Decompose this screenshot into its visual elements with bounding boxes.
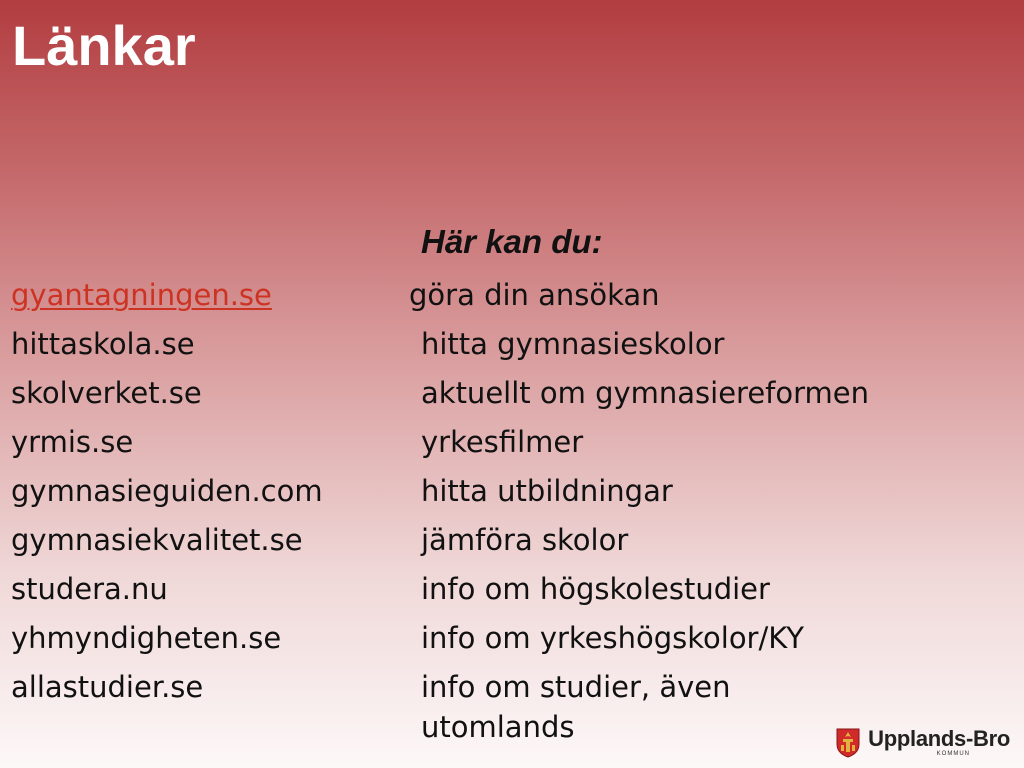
site-description: info om högskolestudier <box>421 572 770 606</box>
upplands-bro-logo <box>836 728 1010 758</box>
site-name: allastudier.se <box>11 670 204 704</box>
site-name: studera.nu <box>11 572 168 606</box>
site-description: hitta utbildningar <box>421 474 673 508</box>
site-name: gymnasiekvalitet.se <box>11 523 303 557</box>
site-name: yhmyndigheten.se <box>11 621 282 655</box>
site-description: aktuellt om gymnasiereformen <box>421 376 870 410</box>
sites-column <box>11 271 323 712</box>
descriptions-column <box>409 271 981 747</box>
site-name: skolverket.se <box>11 376 202 410</box>
logo-name: Upplands-Bro <box>868 726 1010 751</box>
site-name: gymnasieguiden.com <box>11 474 323 508</box>
site-description: göra din ansökan <box>409 278 660 312</box>
site-description: yrkesfilmer <box>421 425 584 459</box>
site-description: info om yrkeshögskolor/KY <box>421 621 804 655</box>
site-description: info om studier, även utomlands <box>421 670 731 744</box>
site-description: hitta gymnasieskolor <box>421 327 725 361</box>
site-name: yrmis.se <box>11 425 134 459</box>
logo-subtitle: KOMMUN <box>936 751 970 757</box>
site-link-gyantagningen[interactable]: gyantagningen.se <box>11 278 272 312</box>
site-name: hittaskola.se <box>11 327 195 361</box>
column-heading: Här kan du: <box>421 223 603 260</box>
site-description: jämföra skolor <box>421 523 629 557</box>
slide-title: Länkar <box>12 14 196 77</box>
coat-of-arms-icon <box>836 728 860 758</box>
